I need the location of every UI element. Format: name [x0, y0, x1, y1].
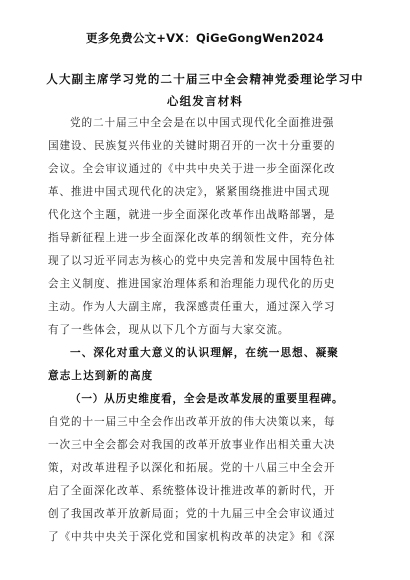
- paragraph-line: 指导新征程上进一步全面深化改革的纲领性文件，充分体: [48, 232, 336, 244]
- paragraph-line: 自党的十一届三中全会作出改革开放的伟大决策以来，每: [48, 416, 336, 428]
- section-heading: [48, 342, 364, 388]
- paragraph-line: 会议。全会审议通过的《中共中央关于进一步全面深化改: [48, 163, 336, 175]
- paragraph-line: 创了我国改革开放新局面；党的十九届三中全会审议通过: [48, 508, 336, 520]
- paragraph-line: 会主义制度、推进国家治理体系和治理能力现代化的历史: [48, 278, 336, 290]
- section-heading-line: 意志上达到新的高度: [48, 370, 154, 382]
- document-title: [46, 68, 364, 112]
- subsection-heading: （一）从历史维度看，全会是改革发展的重要里程碑。: [70, 393, 344, 405]
- paragraph-line: 代化这个主题，就进一步全面深化改革作出战略部署，是: [48, 209, 336, 221]
- paragraph-line: 革、推进中国式现代化的决定》，紧紧围绕推进中国式现: [48, 186, 331, 198]
- paragraph-line: 策，对改革进程予以深化和拓展。党的十八届三中全会开: [48, 462, 336, 474]
- watermark-header: 更多免费公文+VX：QiGeGongWen2024: [86, 31, 324, 45]
- paragraph-line: 有了一些体会，现从以下几个方面与大家交流。: [48, 324, 290, 336]
- paragraph-line: 主动。作为人大副主席，我深感责任重大，通过深入学习: [48, 301, 336, 313]
- paragraph-line: 党的二十届三中全会是在以中国式现代化全面推进强: [70, 117, 335, 129]
- title-line: 人大副主席学习党的二十届三中全会精神党委理论学习中: [46, 72, 364, 86]
- paragraph-line: 一次三中全会都会对我国的改革开放事业作出相关重大决: [48, 439, 336, 451]
- document-body: [48, 112, 364, 549]
- paragraph-line: 现了以习近平同志为核心的党中央完善和发展中国特色社: [48, 255, 336, 267]
- section-heading-line: 一、深化对重大意义的认识理解，在统一思想、凝聚: [70, 347, 339, 359]
- paragraph-line: 国建设、民族复兴伟业的关键时期召开的一次十分重要的: [48, 140, 336, 152]
- paragraph-line: 启了全面深化改革、系统整体设计推进改革的新时代，开: [48, 485, 336, 497]
- body-paragraph: [48, 411, 364, 549]
- title-line: 心组发言材料: [166, 94, 244, 108]
- paragraph-line: 了《中共中央关于深化党和国家机构改革的决定》和《深: [48, 531, 336, 543]
- intro-paragraph: [48, 112, 364, 342]
